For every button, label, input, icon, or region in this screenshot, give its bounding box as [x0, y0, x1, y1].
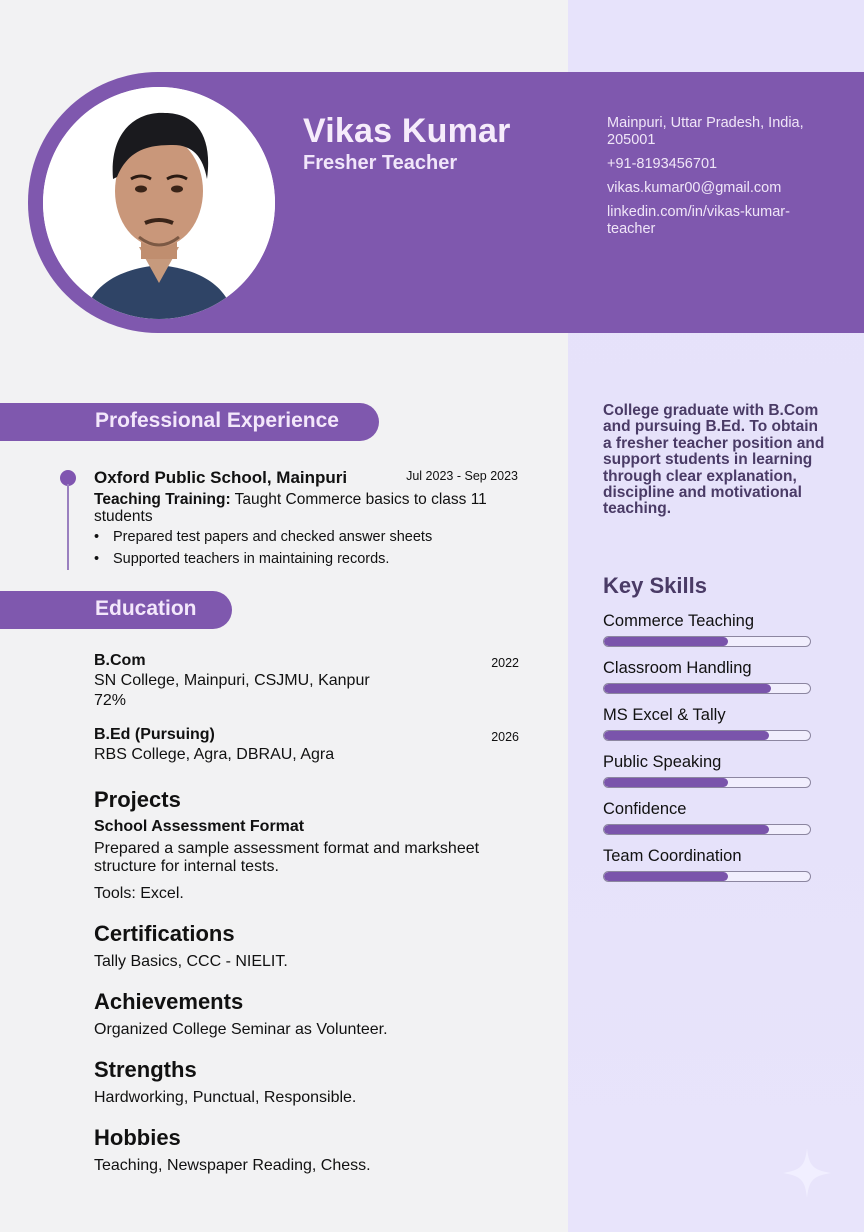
section-heading-certifications: Certifications: [94, 921, 235, 946]
contact-email[interactable]: vikas.kumar00@gmail.com: [607, 180, 782, 196]
candidate-title: Fresher Teacher: [303, 152, 458, 174]
skill-bar-fill: [604, 872, 728, 881]
contact-info: [607, 115, 837, 245]
skill-item: [603, 706, 811, 741]
education-degree: B.Ed (Pursuing): [94, 726, 215, 743]
skill-label: Confidence: [603, 800, 687, 818]
skill-bar: [603, 777, 811, 788]
skill-item: [603, 753, 811, 788]
contact-phone[interactable]: +91-8193456701: [607, 156, 718, 172]
experience-role-label: Teaching Training:: [94, 491, 231, 508]
contact-linkedin[interactable]: linkedin.com/in/vikas-kumar-teacher: [607, 204, 790, 237]
sparkle-icon: [783, 1148, 831, 1198]
project-name: School Assessment Format: [94, 818, 305, 835]
experience-organization: Oxford Public School, Mainpuri: [94, 468, 348, 487]
education-item: [94, 725, 519, 765]
skill-bar: [603, 871, 811, 882]
skill-bar-fill: [604, 778, 728, 787]
education-score: 72%: [94, 692, 127, 709]
skill-bar-fill: [604, 825, 769, 834]
experience-bullet: • Prepared test papers and checked answer sheets: [94, 529, 432, 551]
skill-label: Classroom Handling: [603, 659, 752, 677]
section-heading-education: Education: [0, 591, 232, 629]
skill-item: [603, 659, 811, 694]
project-description: Prepared a sample assessment format and marksheet structure for internal tests.: [94, 840, 480, 875]
skill-bar-fill: [604, 684, 771, 693]
skill-item: [603, 612, 811, 647]
education-institution: SN College, Mainpuri, CSJMU, Kanpur: [94, 672, 370, 689]
education-degree: B.Com: [94, 652, 146, 669]
timeline-line: [67, 484, 69, 570]
candidate-name: Vikas Kumar: [303, 112, 511, 150]
project-tools: Tools: Excel.: [94, 885, 184, 902]
experience-bullets: [94, 529, 432, 572]
skills-heading: Key Skills: [603, 573, 707, 598]
education-year: 2026: [491, 730, 519, 744]
experience-date: Jul 2023 - Sep 2023: [406, 469, 518, 483]
contact-address: Mainpuri, Uttar Pradesh, India, 205001: [607, 115, 804, 148]
person-portrait-icon: [43, 87, 275, 319]
experience-bullet: • Supported teachers in maintaining records.: [94, 551, 432, 573]
skill-bar: [603, 636, 811, 647]
skill-label: Public Speaking: [603, 753, 722, 771]
skill-bar-fill: [604, 637, 728, 646]
skill-label: MS Excel & Tally: [603, 706, 726, 724]
hobbies-text: Teaching, Newspaper Reading, Chess.: [94, 1157, 371, 1174]
education-year: 2022: [491, 656, 519, 670]
section-heading-achievements: Achievements: [94, 989, 244, 1014]
skill-bar-fill: [604, 731, 769, 740]
skill-item: [603, 847, 811, 882]
achievements-text: Organized College Seminar as Volunteer.: [94, 1021, 388, 1038]
skill-item: [603, 800, 811, 835]
strengths-text: Hardworking, Punctual, Responsible.: [94, 1089, 357, 1106]
profile-summary: College graduate with B.Com and pursuing B.Ed. To obtain a fresher teacher position and support students in learning through clear explanation, discipline and motivational teaching.: [603, 402, 825, 518]
skill-bar: [603, 824, 811, 835]
skill-label: Team Coordination: [603, 847, 742, 865]
section-heading-strengths: Strengths: [94, 1057, 197, 1082]
section-heading-experience: Professional Experience: [0, 403, 379, 441]
profile-photo: [43, 87, 275, 319]
skill-bar: [603, 730, 811, 741]
skill-bar: [603, 683, 811, 694]
experience-role: [94, 491, 494, 525]
certifications-text: Tally Basics, CCC - NIELIT.: [94, 953, 288, 970]
section-heading-projects: Projects: [94, 787, 181, 812]
skill-label: Commerce Teaching: [603, 612, 755, 630]
education-institution: RBS College, Agra, DBRAU, Agra: [94, 746, 335, 763]
experience-role-text: Taught Commerce basics to class 11 students: [94, 491, 487, 525]
education-item: [94, 651, 519, 711]
section-heading-hobbies: Hobbies: [94, 1125, 181, 1150]
